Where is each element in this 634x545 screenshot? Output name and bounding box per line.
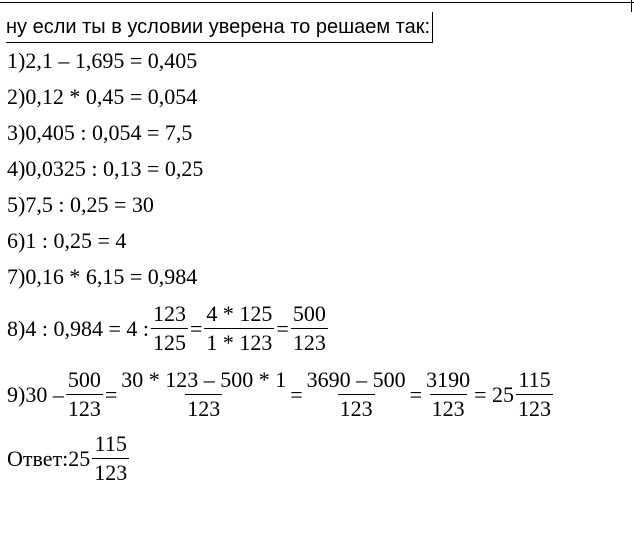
step-4: 4)0,0325 : 0,13 = 0,25 bbox=[7, 156, 204, 181]
step-1: 1)2,1 – 1,695 = 0,405 bbox=[7, 48, 198, 73]
step-9 bbox=[7, 366, 555, 423]
fraction-numerator: 123 bbox=[152, 301, 186, 326]
step-9-fraction-2 bbox=[119, 366, 288, 423]
step-7: 7)0,16 * 6,15 = 0,984 bbox=[7, 264, 198, 289]
answer-label: Ответ:25 bbox=[7, 445, 91, 471]
equals-sign: = bbox=[189, 315, 203, 341]
equals-sign: = 25 bbox=[474, 381, 515, 407]
answer bbox=[7, 430, 131, 487]
fraction-denominator: 123 bbox=[518, 396, 552, 421]
fraction-numerator: 500 bbox=[67, 367, 101, 392]
fraction-denominator: 123 bbox=[187, 396, 221, 421]
step-8 bbox=[7, 300, 330, 357]
answer-fraction bbox=[92, 430, 129, 487]
intro-text: ну если ты в условии уверена то решаем так: bbox=[6, 12, 433, 43]
fraction-numerator: 500 bbox=[292, 301, 326, 326]
fraction-numerator: 3690 – 500 bbox=[306, 367, 406, 392]
fraction-denominator: 125 bbox=[152, 330, 186, 355]
fraction-denominator: 1 * 123 bbox=[206, 330, 273, 355]
step-9-fraction-1 bbox=[66, 366, 103, 423]
fraction-numerator: 3190 bbox=[426, 367, 471, 392]
step-8-fraction-1 bbox=[151, 300, 188, 357]
equals-sign: = bbox=[409, 381, 423, 407]
step-9-fraction-3 bbox=[305, 366, 408, 423]
step-2: 2)0,12 * 0,45 = 0,054 bbox=[7, 84, 198, 109]
equals-sign: = bbox=[290, 381, 303, 407]
fraction-denominator: 123 bbox=[292, 330, 326, 355]
step-9-fraction-5 bbox=[516, 366, 553, 423]
step-5: 5)7,5 : 0,25 = 30 bbox=[7, 192, 154, 217]
right-border-line bbox=[631, 0, 632, 12]
equals-sign: = bbox=[104, 381, 118, 407]
top-border-line bbox=[0, 2, 634, 3]
fraction-numerator: 115 bbox=[518, 367, 551, 392]
step-3: 3)0,405 : 0,054 = 7,5 bbox=[7, 120, 193, 145]
fraction-denominator: 123 bbox=[339, 396, 373, 421]
step-8-fraction-2 bbox=[204, 300, 274, 357]
step-9-fraction-4 bbox=[424, 366, 472, 423]
step-8-lead: 8)4 : 0,984 = 4 : bbox=[7, 315, 149, 341]
step-9-lead: 9)30 – bbox=[7, 381, 64, 407]
fraction-numerator: 115 bbox=[94, 431, 127, 456]
step-8-fraction-3 bbox=[291, 300, 328, 357]
fraction-denominator: 123 bbox=[94, 460, 128, 485]
fraction-denominator: 123 bbox=[67, 396, 101, 421]
step-6: 6)1 : 0,25 = 4 bbox=[7, 228, 127, 253]
equals-sign: = bbox=[276, 315, 289, 341]
fraction-denominator: 123 bbox=[431, 396, 465, 421]
fraction-numerator: 30 * 123 – 500 * 1 bbox=[121, 367, 287, 392]
fraction-numerator: 4 * 125 bbox=[206, 301, 273, 326]
